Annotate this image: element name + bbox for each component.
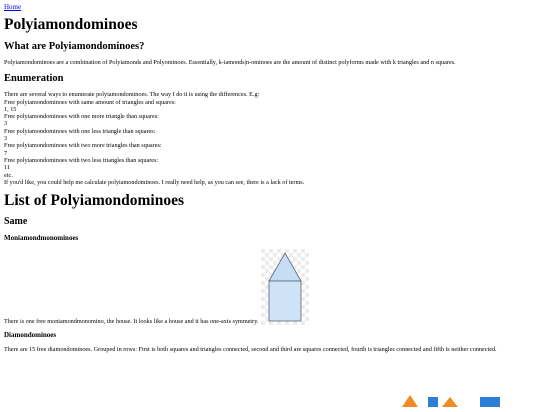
blue-square: [428, 397, 438, 407]
moniamond-figure-row: [4, 249, 536, 325]
enumeration-line: Free polyiamondominoes with two more triangles than squares:: [4, 142, 162, 150]
moniamond-caption: There is one free moniamondmonomino, the house. It looks like a house and it has one-axis symmetry.: [4, 317, 259, 325]
same-heading: Same: [4, 216, 28, 228]
enumeration-line: 3: [4, 120, 8, 128]
enumeration-line: Free polyiamondominoes with one less triangle than squares:: [4, 127, 156, 135]
enumeration-line: etc.: [4, 171, 13, 179]
enumeration-block: [4, 91, 536, 186]
enumeration-line: Free polyiamondominoes with two less triangles than squares:: [4, 156, 159, 164]
house-image: [261, 249, 309, 325]
enumeration-intro: There are several ways to enumerate polyiamondominoes. The way I do it is using the differences. E.g:: [4, 91, 260, 99]
what-paragraph: Polyiamondominoes are a combination of Polyiamonds and Polyominoes. Essentially, k-iamonds|n-ominoes are the amount of distinct polyforms made with k triangles and n squares.: [4, 59, 456, 66]
enumeration-line: Free polyiamondominoes with one more triangle than squares:: [4, 113, 159, 121]
enumeration-line: 11: [4, 164, 10, 172]
home-link[interactable]: Home: [4, 3, 22, 11]
house-polyform-image: [261, 249, 309, 325]
enumeration-line: If you'd like, you could help me calculate polyiamondominoes. I really need help, as you can see, there is a lack of terms.: [4, 178, 305, 186]
enumeration-line: 7: [4, 149, 8, 157]
house-square: [269, 281, 301, 321]
orange-triangle: [402, 395, 418, 407]
what-heading: What are Polyiamondominoes?: [4, 41, 145, 52]
enumeration-line: 1, 15: [4, 105, 17, 113]
enumeration-heading: Enumeration: [4, 73, 64, 85]
moniamond-heading: Moniamondmonominoes: [4, 234, 79, 243]
page-title: Polyiamondominoes: [4, 16, 138, 33]
list-heading: List of Polyiamondominoes: [4, 192, 184, 210]
diamondominoes-image-preview: [398, 393, 508, 412]
enumeration-line: Free polyiamondominoes with same amount of triangles and squares:: [4, 98, 176, 106]
orange-triangle: [442, 397, 458, 407]
diamond-heading: Diamondominoes: [4, 331, 57, 340]
blue-square: [480, 397, 500, 407]
enumeration-line: 3: [4, 135, 8, 143]
diamond-caption: There are 15 free diamondominoes. Grouped in rows: First is both squares and triangles connected, second and third are squares connected, fourth is triangles connected and fifth is neither connected.: [4, 346, 497, 354]
